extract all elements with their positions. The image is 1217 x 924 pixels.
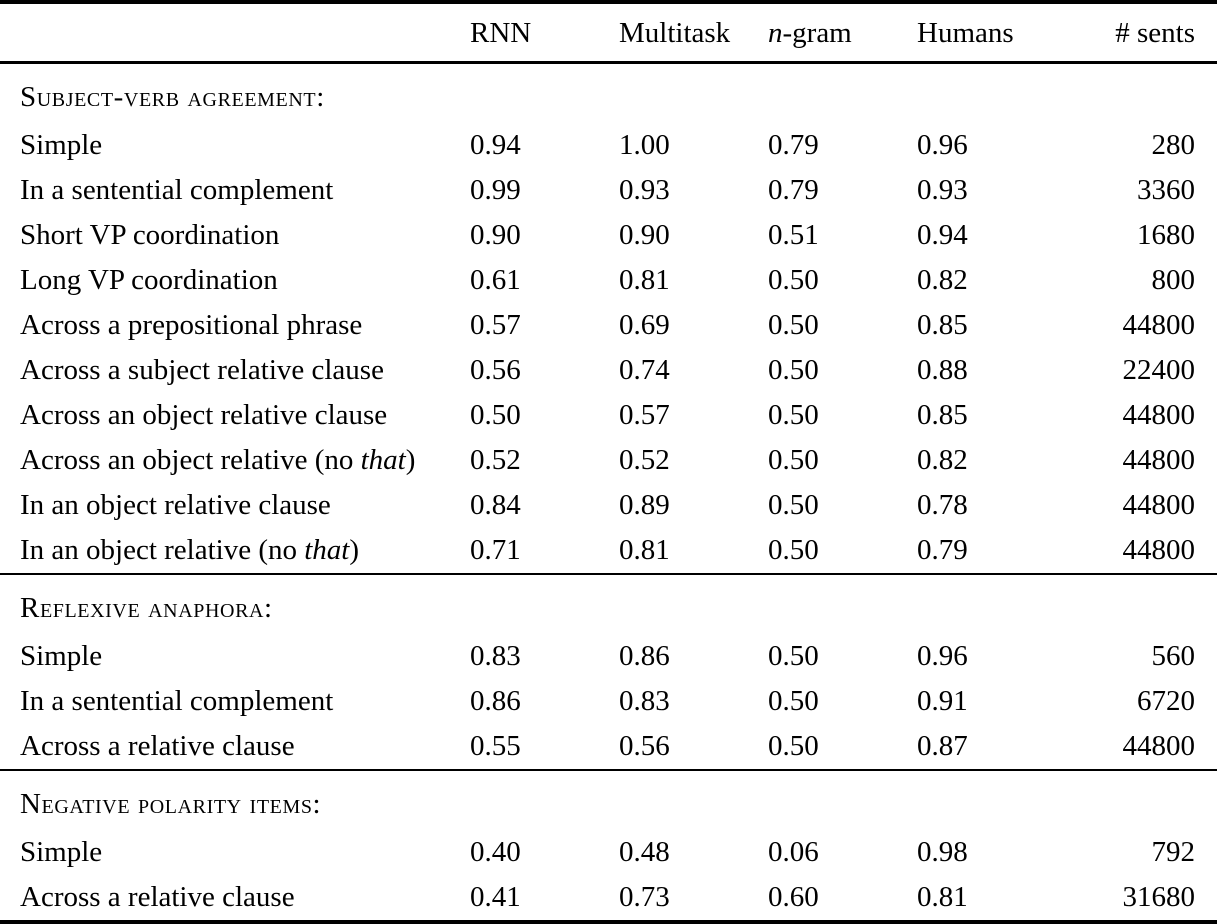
cell-rnn: 0.57 (470, 309, 521, 341)
cell-humans: 0.79 (917, 534, 968, 566)
section-header-row (0, 770, 1217, 830)
ngram-italic-n: n (768, 17, 783, 49)
cell-rnn: 0.83 (470, 640, 521, 672)
cell-humans: 0.78 (917, 489, 968, 521)
cell-rnn: 0.55 (470, 730, 521, 762)
table-row (0, 303, 1217, 348)
col-header-ngram (768, 2, 917, 63)
table-row (0, 438, 1217, 483)
cell-ngram: 0.79 (768, 174, 819, 206)
table-body (0, 63, 1217, 923)
table-row (0, 875, 1217, 922)
section-title: Subject-verb agreement: (20, 81, 325, 113)
row-label: Short VP coordination (20, 219, 280, 251)
row-label: Long VP coordination (20, 264, 278, 296)
cell-rnn: 0.56 (470, 354, 521, 386)
cell-rnn: 0.41 (470, 881, 521, 913)
col-header-humans: Humans (917, 2, 1066, 63)
cell-humans: 0.96 (917, 640, 968, 672)
row-label: Across a prepositional phrase (20, 309, 363, 341)
cell-multitask: 0.83 (619, 685, 670, 717)
table-row (0, 830, 1217, 875)
cell-rnn: 0.61 (470, 264, 521, 296)
col-header-rnn: RNN (470, 2, 619, 63)
row-label: Across a relative clause (20, 730, 295, 762)
cell-humans: 0.85 (917, 399, 968, 431)
row-label: Across an object relative (no that) (20, 444, 416, 476)
cell-ngram: 0.50 (768, 640, 819, 672)
cell-ngram: 0.06 (768, 836, 819, 868)
cell-multitask: 0.74 (619, 354, 670, 386)
table-row (0, 123, 1217, 168)
section-title: Reflexive anaphora: (0, 574, 1217, 634)
cell-humans: 0.81 (917, 881, 968, 913)
section-header-row (0, 574, 1217, 634)
col-header-empty (0, 2, 470, 63)
cell-multitask: 0.48 (619, 836, 670, 868)
cell-humans: 0.82 (917, 264, 968, 296)
row-label: Across a subject relative clause (20, 354, 384, 386)
row-label: Simple (20, 640, 103, 672)
table-row (0, 348, 1217, 393)
cell-humans: 0.88 (917, 354, 968, 386)
cell-humans: 0.98 (917, 836, 968, 868)
cell-rnn: 0.94 (470, 129, 521, 161)
cell-sents: 44800 (1122, 730, 1195, 762)
cell-multitask: 0.90 (619, 219, 670, 251)
cell-humans: 0.94 (917, 219, 968, 251)
row-label: In a sentential complement (20, 685, 334, 717)
header-row (0, 2, 1217, 63)
table-row (0, 483, 1217, 528)
row-label: Across a relative clause (20, 881, 295, 913)
cell-ngram: 0.50 (768, 309, 819, 341)
cell-ngram: 0.50 (768, 489, 819, 521)
cell-sents: 6720 (1137, 685, 1195, 717)
cell-rnn: 0.90 (470, 219, 521, 251)
cell-rnn: 0.50 (470, 399, 521, 431)
table-row (0, 258, 1217, 303)
cell-humans: 0.82 (917, 444, 968, 476)
section-header-row (0, 63, 1217, 124)
cell-ngram: 0.60 (768, 881, 819, 913)
cell-rnn: 0.86 (470, 685, 521, 717)
cell-sents: 22400 (1122, 354, 1195, 386)
cell-sents: 280 (1151, 129, 1195, 161)
table-row (0, 724, 1217, 770)
cell-rnn: 0.84 (470, 489, 521, 521)
cell-sents: 44800 (1122, 489, 1195, 521)
row-label: Simple (20, 836, 103, 868)
cell-rnn: 0.40 (470, 836, 521, 868)
cell-sents: 792 (1151, 836, 1195, 868)
cell-multitask: 0.81 (619, 264, 670, 296)
col-header-multitask: Multitask (619, 2, 768, 63)
cell-multitask: 0.81 (619, 534, 670, 566)
cell-ngram: 0.51 (768, 219, 819, 251)
cell-multitask: 0.52 (619, 444, 670, 476)
cell-multitask: 0.69 (619, 309, 670, 341)
row-label: Across an object relative clause (20, 399, 388, 431)
cell-rnn: 0.71 (470, 534, 521, 566)
cell-rnn: 0.99 (470, 174, 521, 206)
cell-multitask: 0.56 (619, 730, 670, 762)
cell-sents: 44800 (1122, 534, 1195, 566)
cell-ngram: 0.79 (768, 129, 819, 161)
italic-word: that (360, 444, 406, 476)
cell-sents: 44800 (1122, 309, 1195, 341)
cell-multitask: 0.73 (619, 881, 670, 913)
row-label: In a sentential complement (20, 174, 334, 206)
cell-multitask: 0.57 (619, 399, 670, 431)
table-row (0, 679, 1217, 724)
cell-sents: 1680 (1137, 219, 1195, 251)
cell-sents: 31680 (1122, 881, 1195, 913)
row-label: Simple (20, 129, 103, 161)
cell-ngram: 0.50 (768, 444, 819, 476)
cell-ngram: 0.50 (768, 685, 819, 717)
col-header-num-sents: # sents (1066, 2, 1217, 63)
cell-sents: 44800 (1122, 444, 1195, 476)
italic-word: that (304, 534, 350, 566)
cell-humans: 0.93 (917, 174, 968, 206)
table-row (0, 634, 1217, 679)
cell-ngram: 0.50 (768, 730, 819, 762)
cell-ngram: 0.50 (768, 534, 819, 566)
table-row (0, 528, 1217, 574)
cell-multitask: 0.89 (619, 489, 670, 521)
cell-sents: 44800 (1122, 399, 1195, 431)
table-row (0, 168, 1217, 213)
cell-humans: 0.96 (917, 129, 968, 161)
cell-multitask: 1.00 (619, 129, 670, 161)
cell-multitask: 0.93 (619, 174, 670, 206)
cell-humans: 0.85 (917, 309, 968, 341)
table-row (0, 213, 1217, 258)
cell-multitask: 0.86 (619, 640, 670, 672)
cell-humans: 0.87 (917, 730, 968, 762)
table-row (0, 393, 1217, 438)
cell-rnn: 0.52 (470, 444, 521, 476)
row-label: In an object relative clause (20, 489, 331, 521)
ngram-rest: -gram (782, 17, 852, 49)
cell-sents: 560 (1151, 640, 1195, 672)
cell-ngram: 0.50 (768, 399, 819, 431)
cell-sents: 800 (1151, 264, 1195, 296)
cell-ngram: 0.50 (768, 264, 819, 296)
cell-ngram: 0.50 (768, 354, 819, 386)
cell-sents: 3360 (1137, 174, 1195, 206)
row-label: In an object relative (no that) (20, 534, 360, 566)
cell-humans: 0.91 (917, 685, 968, 717)
section-title: Negative polarity items: (0, 770, 1217, 830)
